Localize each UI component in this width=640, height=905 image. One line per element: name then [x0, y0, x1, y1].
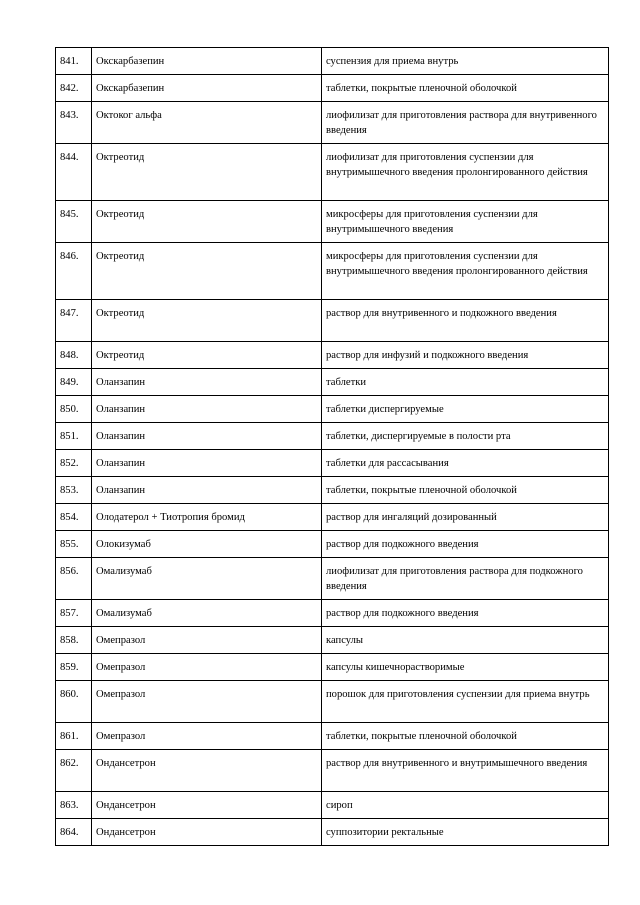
- drug-name: Окскарбазепин: [92, 48, 322, 75]
- row-number: 847.: [56, 300, 92, 342]
- table-row: [56, 792, 609, 819]
- dosage-form: микросферы для приготовления суспензии для внутримышечного введения пролонгированного действия: [322, 243, 609, 300]
- row-number: 848.: [56, 342, 92, 369]
- row-number: 860.: [56, 681, 92, 723]
- row-number: 863.: [56, 792, 92, 819]
- row-number: 845.: [56, 201, 92, 243]
- table-row: [56, 396, 609, 423]
- table-row: [56, 819, 609, 846]
- dosage-form: раствор для подкожного введения: [322, 531, 609, 558]
- table-row: [56, 48, 609, 75]
- drug-name: Ондансетрон: [92, 819, 322, 846]
- row-number: 862.: [56, 750, 92, 792]
- drug-list-table: [55, 47, 609, 846]
- table-row: [56, 627, 609, 654]
- dosage-form: капсулы кишечнорастворимые: [322, 654, 609, 681]
- drug-name: Ондансетрон: [92, 792, 322, 819]
- drug-name: Ондансетрон: [92, 750, 322, 792]
- drug-name: Омепразол: [92, 627, 322, 654]
- row-number: 854.: [56, 504, 92, 531]
- dosage-form: раствор для внутривенного и внутримышечного введения: [322, 750, 609, 792]
- drug-name: Олодатерол + Тиотропия бромид: [92, 504, 322, 531]
- dosage-form: суспензия для приема внутрь: [322, 48, 609, 75]
- drug-name: Октреотид: [92, 300, 322, 342]
- table-row: [56, 369, 609, 396]
- dosage-form: капсулы: [322, 627, 609, 654]
- dosage-form: раствор для подкожного введения: [322, 600, 609, 627]
- drug-name: Оланзапин: [92, 396, 322, 423]
- drug-name: Октреотид: [92, 144, 322, 201]
- table-row: [56, 300, 609, 342]
- dosage-form: таблетки для рассасывания: [322, 450, 609, 477]
- document-page: [55, 47, 608, 846]
- table-row: [56, 477, 609, 504]
- row-number: 861.: [56, 723, 92, 750]
- table-row: [56, 654, 609, 681]
- dosage-form: раствор для ингаляций дозированный: [322, 504, 609, 531]
- drug-name: Омепразол: [92, 681, 322, 723]
- dosage-form: раствор для внутривенного и подкожного введения: [322, 300, 609, 342]
- drug-name: Олокизумаб: [92, 531, 322, 558]
- table-row: [56, 723, 609, 750]
- dosage-form: таблетки: [322, 369, 609, 396]
- row-number: 850.: [56, 396, 92, 423]
- row-number: 852.: [56, 450, 92, 477]
- row-number: 853.: [56, 477, 92, 504]
- row-number: 864.: [56, 819, 92, 846]
- table-row: [56, 144, 609, 201]
- table-row: [56, 600, 609, 627]
- row-number: 843.: [56, 102, 92, 144]
- drug-name: Октреотид: [92, 342, 322, 369]
- drug-name: Омепразол: [92, 723, 322, 750]
- drug-name: Оланзапин: [92, 477, 322, 504]
- dosage-form: сироп: [322, 792, 609, 819]
- table-row: [56, 342, 609, 369]
- row-number: 856.: [56, 558, 92, 600]
- dosage-form: таблетки, диспергируемые в полости рта: [322, 423, 609, 450]
- dosage-form: таблетки, покрытые пленочной оболочкой: [322, 477, 609, 504]
- row-number: 859.: [56, 654, 92, 681]
- row-number: 846.: [56, 243, 92, 300]
- table-row: [56, 450, 609, 477]
- drug-name: Оланзапин: [92, 423, 322, 450]
- table-row: [56, 75, 609, 102]
- dosage-form: суппозитории ректальные: [322, 819, 609, 846]
- table-body: [56, 48, 609, 846]
- dosage-form: раствор для инфузий и подкожного введения: [322, 342, 609, 369]
- dosage-form: порошок для приготовления суспензии для приема внутрь: [322, 681, 609, 723]
- drug-name: Окскарбазепин: [92, 75, 322, 102]
- table-row: [56, 243, 609, 300]
- drug-name: Октоког альфа: [92, 102, 322, 144]
- table-row: [56, 681, 609, 723]
- table-row: [56, 423, 609, 450]
- table-row: [56, 750, 609, 792]
- table-row: [56, 201, 609, 243]
- dosage-form: лиофилизат для приготовления раствора для внутривенного введения: [322, 102, 609, 144]
- drug-name: Оланзапин: [92, 369, 322, 396]
- drug-name: Октреотид: [92, 243, 322, 300]
- row-number: 844.: [56, 144, 92, 201]
- row-number: 857.: [56, 600, 92, 627]
- dosage-form: таблетки диспергируемые: [322, 396, 609, 423]
- table-row: [56, 504, 609, 531]
- table-row: [56, 102, 609, 144]
- row-number: 858.: [56, 627, 92, 654]
- drug-name: Октреотид: [92, 201, 322, 243]
- drug-name: Омализумаб: [92, 600, 322, 627]
- drug-name: Оланзапин: [92, 450, 322, 477]
- drug-name: Омализумаб: [92, 558, 322, 600]
- dosage-form: таблетки, покрытые пленочной оболочкой: [322, 723, 609, 750]
- dosage-form: таблетки, покрытые пленочной оболочкой: [322, 75, 609, 102]
- row-number: 855.: [56, 531, 92, 558]
- row-number: 851.: [56, 423, 92, 450]
- row-number: 842.: [56, 75, 92, 102]
- row-number: 841.: [56, 48, 92, 75]
- row-number: 849.: [56, 369, 92, 396]
- table-row: [56, 531, 609, 558]
- dosage-form: микросферы для приготовления суспензии для внутримышечного введения: [322, 201, 609, 243]
- table-row: [56, 558, 609, 600]
- dosage-form: лиофилизат для приготовления суспензии для внутримышечного введения пролонгированного действия: [322, 144, 609, 201]
- dosage-form: лиофилизат для приготовления раствора для подкожного введения: [322, 558, 609, 600]
- drug-name: Омепразол: [92, 654, 322, 681]
